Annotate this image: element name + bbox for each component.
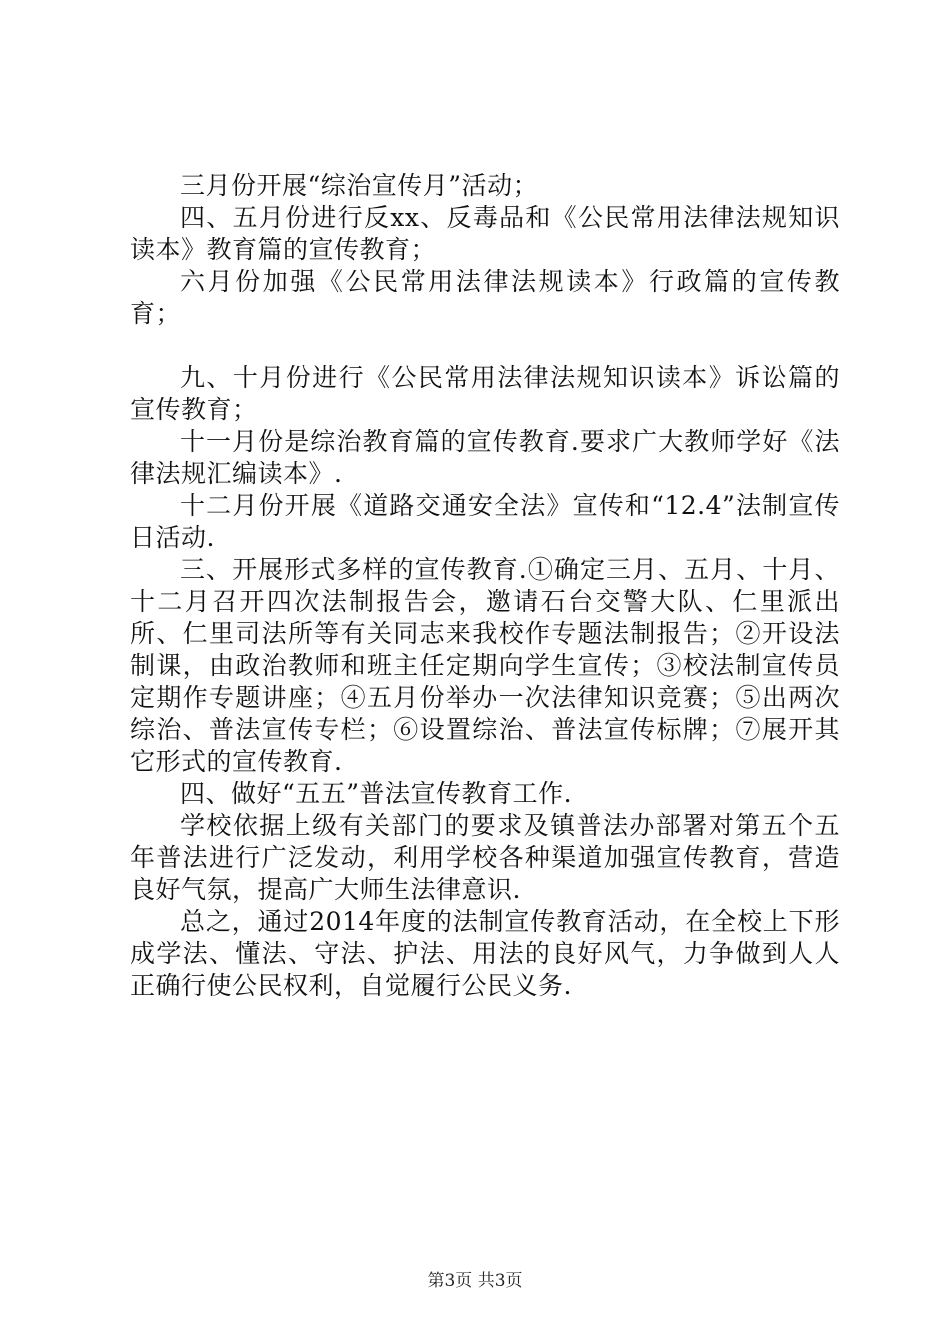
document-body xyxy=(130,170,840,1002)
paragraph-school-mobilization: 学校依据上级有关部门的要求及镇普法办部署对第五个五年普法进行广泛发动，利用学校各种渠道加强宣传教育，营造良好气氛，提高广大师生法律意识. xyxy=(130,811,840,904)
paragraph-section-three: 三、开展形式多样的宣传教育.①确定三月、五月、十月、十二月召开四次法制报告会，邀请石台交警大队、仁里派出所、仁里司法所等有关同志来我校作专题法制报告；②开设法制课，由政治教师和班主任定期向学生宣传；③校法制宣传员定期作专题讲座；④五月份举办一次法律知识竞赛；⑤出两次综治、普法宣传专栏；⑥设置综治、普法宣传标牌；⑦展开其它形式的宣传教育. xyxy=(130,555,840,776)
paragraph-march-campaign: 三月份开展“综治宣传月”活动； xyxy=(180,171,539,200)
paragraph-conclusion: 总之，通过2014年度的法制宣传教育活动，在全校上下形成学法、懂法、守法、护法、用法的良好风气，力争做到人人正确行使公民权利，自觉履行公民义务. xyxy=(130,907,840,1000)
page-number-footer: 第3页 共3页 xyxy=(427,1271,523,1291)
paragraph-december: 十二月份开展《道路交通安全法》宣传和“12.4”法制宣传日活动. xyxy=(130,491,840,552)
paragraph-june: 六月份加强《公民常用法律法规读本》行政篇的宣传教育； xyxy=(130,267,840,328)
paragraph-section-four-heading: 四、做好“五五”普法宣传教育工作. xyxy=(180,779,573,808)
paragraph-november: 十一月份是综治教育篇的宣传教育.要求广大教师学好《法律法规汇编读本》. xyxy=(130,427,840,488)
paragraph-september-october: 九、十月份进行《公民常用法律法规知识读本》诉讼篇的宣传教育； xyxy=(130,363,840,424)
paragraph-april-may: 四、五月份进行反xx、反毒品和《公民常用法律法规知识读本》教育篇的宣传教育； xyxy=(130,203,840,264)
